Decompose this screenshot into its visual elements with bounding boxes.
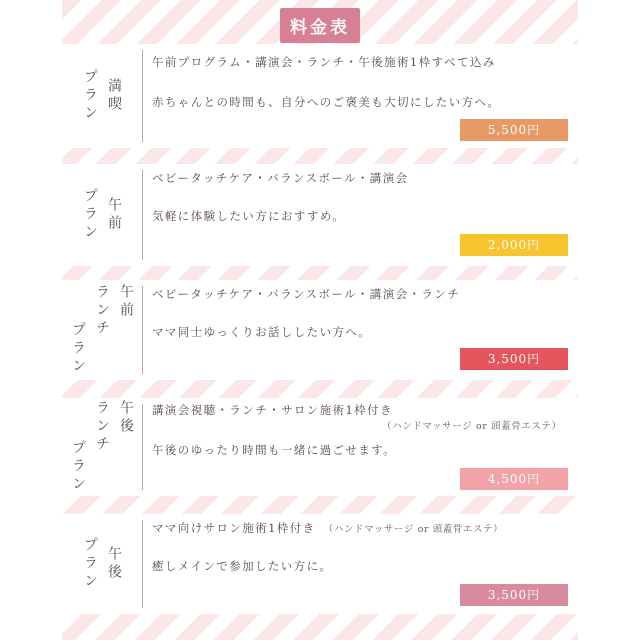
price-badge: 3,500円 bbox=[460, 348, 568, 370]
plan-name bbox=[62, 398, 142, 496]
plan-name bbox=[62, 44, 142, 148]
plan-name-col: 満喫 bbox=[106, 78, 122, 114]
plan-description: 赤ちゃんとの時間も、自分へのご褒美も大切にしたい方へ。 bbox=[152, 95, 501, 109]
plan-name-col: 午前 bbox=[106, 197, 122, 233]
plan-description: ママ同士ゆっくりお話ししたい方へ。 bbox=[152, 325, 372, 339]
plan-name-col: プラン bbox=[70, 322, 86, 376]
plan-name-col: ランチ bbox=[94, 400, 110, 454]
plan-details-note: （ハンドマッサージ or 頭蓋骨エステ） bbox=[382, 421, 562, 432]
divider bbox=[142, 286, 143, 374]
plan-description: 癒しメインで参加したい方に。 bbox=[152, 559, 333, 573]
price-badge: 5,500円 bbox=[460, 119, 568, 141]
plan-details: ベビータッチケア・バランスボール・講演会・ランチ bbox=[152, 287, 461, 301]
plan-name-col: プラン bbox=[82, 69, 98, 123]
plan-card-mankitsu bbox=[62, 44, 578, 148]
plan-card-gogo bbox=[62, 514, 578, 614]
page-title: 料金表 bbox=[280, 8, 360, 43]
price-badge: 2,000円 bbox=[460, 234, 568, 256]
divider bbox=[142, 404, 143, 490]
price-badge: 4,500円 bbox=[460, 468, 568, 490]
plan-card-gozen-lunch bbox=[62, 280, 578, 380]
divider bbox=[142, 520, 143, 608]
plan-details: ママ向けサロン施術1枠付き （ハンドマッサージ or 頭蓋骨エステ） bbox=[152, 521, 504, 535]
plan-details: 講演会視聴・ランチ・サロン施術1枠付き bbox=[152, 403, 393, 417]
plan-details: ベビータッチケア・バランスボール・講演会 bbox=[152, 171, 409, 185]
plan-name-col: 午前 bbox=[118, 284, 134, 320]
plan-name bbox=[62, 514, 142, 614]
plan-name-col: 午後 bbox=[118, 400, 134, 436]
plan-name-col: 午後 bbox=[106, 546, 122, 582]
plan-name bbox=[62, 280, 142, 380]
plan-description: 午後のゆったり時間も一緒に過ごせます。 bbox=[152, 443, 397, 457]
price-badge: 3,500円 bbox=[460, 584, 568, 606]
plan-name-col: プラン bbox=[82, 537, 98, 591]
plan-card-gogo-lunch bbox=[62, 398, 578, 496]
plan-name-col: ランチ bbox=[94, 284, 110, 338]
plan-details: 午前プログラム・講演会・ランチ・午後施術1枠すべて込み bbox=[152, 55, 496, 69]
plan-description: 気軽に体験したい方におすすめ。 bbox=[152, 209, 346, 223]
plan-name-col: プラン bbox=[82, 188, 98, 242]
plan-card-gozen bbox=[62, 164, 578, 266]
divider bbox=[142, 50, 143, 142]
divider bbox=[142, 170, 143, 260]
plan-name bbox=[62, 164, 142, 266]
plan-name-col: プラン bbox=[70, 440, 86, 494]
